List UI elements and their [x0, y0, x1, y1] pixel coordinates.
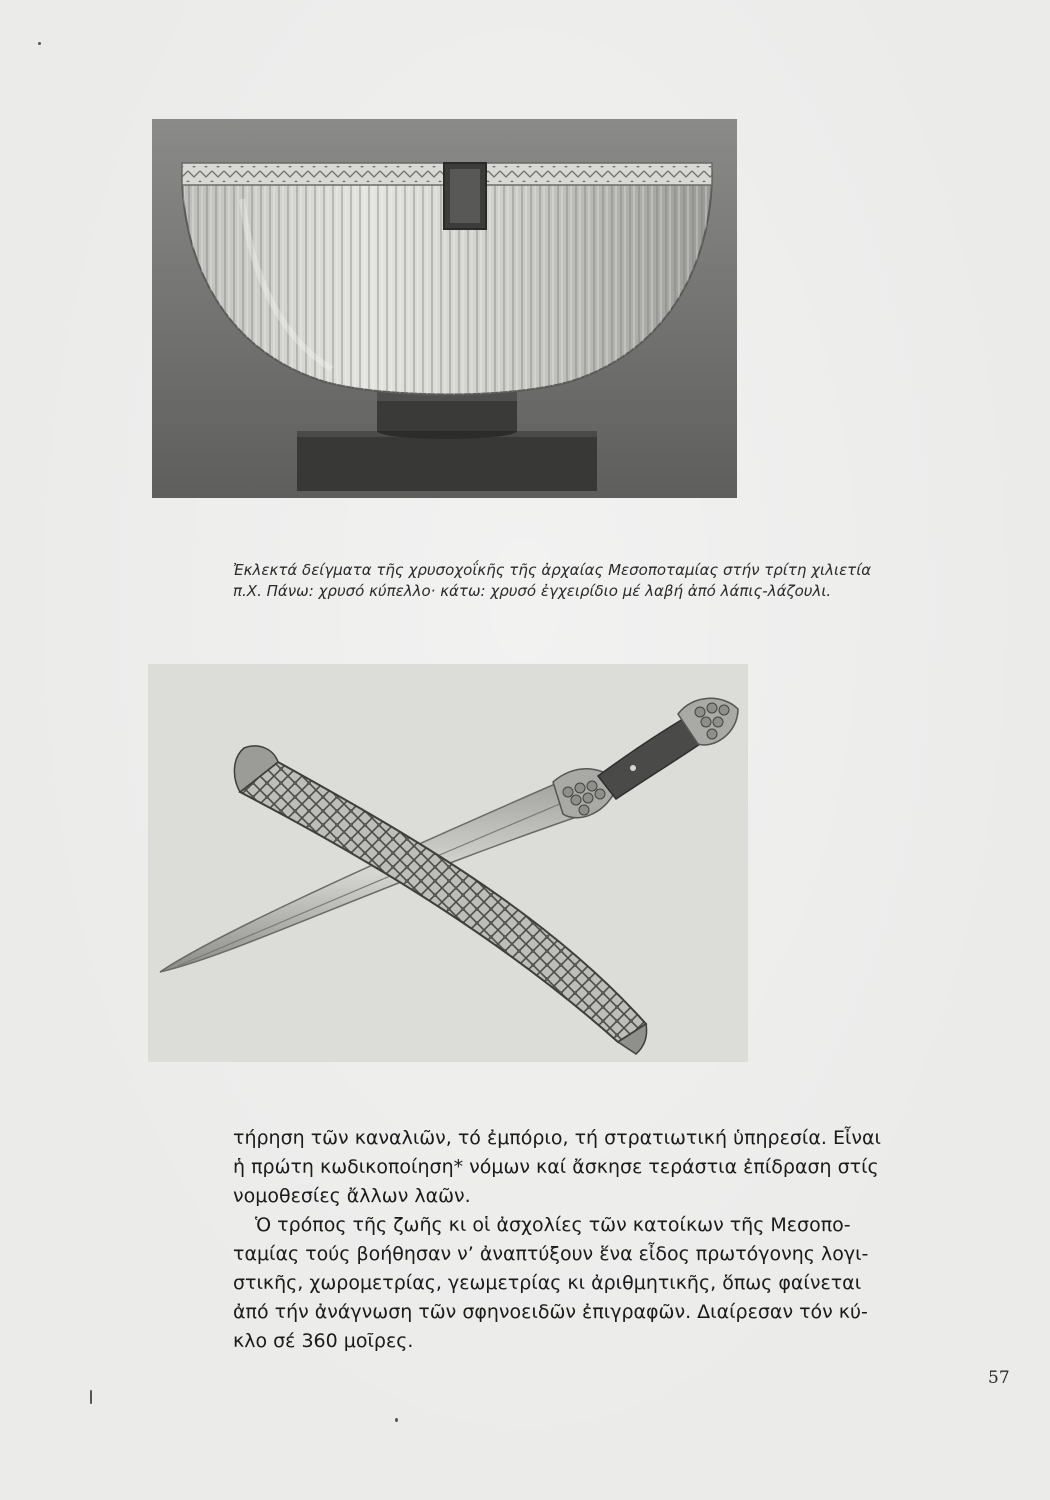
golden-bowl-illustration: [152, 119, 737, 498]
golden-bowl-photo: [152, 119, 737, 498]
scan-mark: [90, 1390, 92, 1404]
caption-line-1: Ἐκλεκτά δείγματα τῆς χρυσοχοΐκῆς τῆς ἀρχαίας Μεσοποταμίας στήν τρίτη χιλιετία: [233, 561, 872, 579]
body-text: [233, 1124, 881, 1356]
scan-speck: [395, 1418, 398, 1422]
paragraph-2: [233, 1211, 869, 1356]
scan-speck: [38, 42, 41, 45]
paragraph-2-line-2: ταμίας τούς βοήθησαν ν’ ἀναπτύξουν ἕνα εἶδος πρωτόγονης λογι-: [233, 1243, 869, 1265]
golden-dagger-photo: [148, 664, 748, 1062]
paragraph-1-line-2: ἡ πρώτη κωδικοποίηση* νόμων καί ἄσκησε τεράστια ἐπίδραση στίς: [233, 1156, 879, 1178]
caption-line-2: π.Χ. Πάνω: χρυσό κύπελλο· κάτω: χρυσό ἐγχειρίδιο μέ λαβή ἀπό λάπις-λάζουλι.: [233, 582, 832, 600]
figure-caption: [233, 560, 872, 602]
page-number: 57: [988, 1368, 1010, 1388]
paragraph-2-line-1: Ὁ τρόπος τῆς ζωῆς κι οἱ ἀσχολίες τῶν κατοίκων τῆς Μεσοπο-: [255, 1214, 851, 1236]
golden-dagger-illustration: [148, 664, 748, 1062]
paragraph-1-line-1: τήρηση τῶν καναλιῶν, τό ἐμπόριο, τή στρατιωτική ὑπηρεσία. Εἶναι: [233, 1127, 881, 1149]
paragraph-1: [233, 1124, 881, 1211]
paragraph-1-line-3: νομοθεσίες ἄλλων λαῶν.: [233, 1185, 471, 1207]
paragraph-2-line-5: κλο σέ 360 μοῖρες.: [233, 1330, 414, 1352]
paragraph-2-line-3: στικῆς, χωρομετρίας, γεωμετρίας κι ἀριθμητικῆς, ὅπως φαίνεται: [233, 1272, 862, 1294]
bowl-base-block: [297, 431, 597, 491]
paragraph-2-line-4: ἀπό τήν ἀνάγνωση τῶν σφηνοειδῶν ἐπιγραφῶν. Διαίρεσαν τόν κύ-: [233, 1301, 868, 1323]
